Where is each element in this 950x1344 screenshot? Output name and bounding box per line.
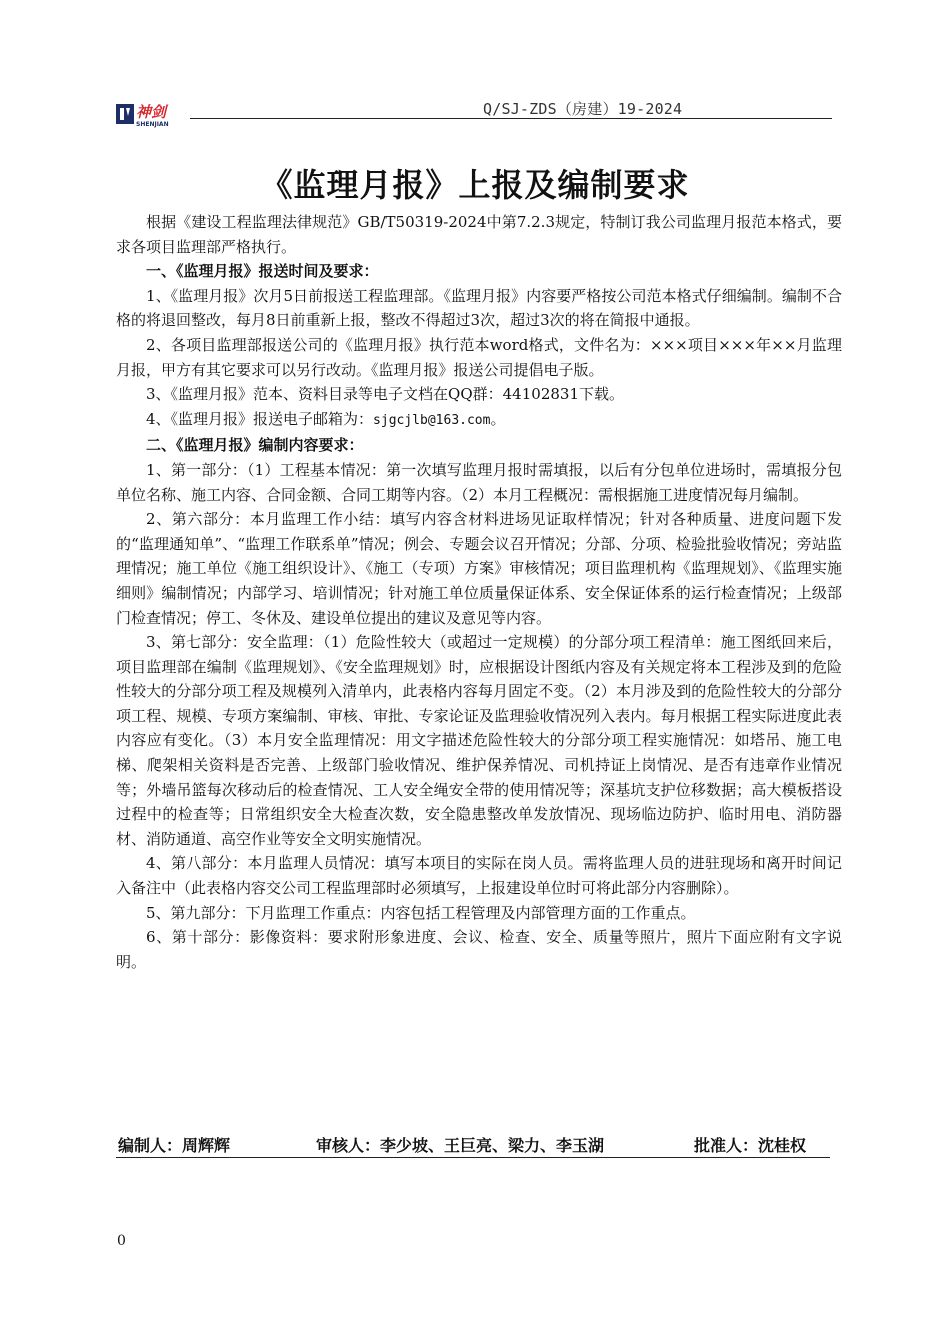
page-number: 0 [117,1233,126,1249]
page-title: 《监理月报》上报及编制要求 [260,166,690,204]
intro-paragraph: 根据《建设工程监理法律规范》GB/T50319-2024中第7.2.3规定，特制订我公司监理月报范本格式，要求各项目监理部严格执行。 [116,213,842,256]
section-2-item: 6、第十部分：影像资料：要求附形象进度、会议、检查、安全、质量等照片，照片下面应附有文字说明。 [116,928,842,971]
section-2-item: 2、第六部分：本月监理工作小结：填写内容含材料进场见证取样情况；针对各种质量、进度问题下发的“监理通知单”、“监理工作联系单”情况；例会、专题会议召开情况；分部、分项、检验批验收情况；旁站监理情况；施工单位《施工组织设计》、《施工（专项）方案》审核情况；项目监理机构《监理规划》、《监理实施细则》编制情况；内部学习、培训情况；针对施工单位质量保证体系、安全保证体系的运行检查情况；上级部门检查情况；停工、冬休及、建设单位提出的建议及意见等内容。 [116,510,842,627]
email-label: 4、《监理月报》报送电子邮箱为： [146,409,374,428]
section-1-item: 2、各项目监理部报送公司的《监理月报》执行范本word格式，文件名为：×××项目×××年××月监理月报，甲方有其它要求可以另行改动。《监理月报》报送公司提倡电子版。 [116,335,842,379]
section-1-heading: 一、《监理月报》报送时间及要求： [146,262,379,281]
section-1-item: 1、《监理月报》次月5日前报送工程监理部。《监理月报》内容要严格按公司范本格式仔细编制。编制不合格的将退回整改，每月8日前重新上报，整改不得超过3次，超过3次的将在简报中通报。 [116,286,842,330]
email-link[interactable]: sjgcjlb@163.com [373,412,491,428]
editor-signature: 编制人：周辉辉 [118,1136,231,1155]
section-2-item: 5、第九部分：下月监理工作重点：内容包括工程管理及内部管理方面的工作重点。 [146,903,696,922]
reviewers-signature: 审核人：李少坡、王巨亮、梁力、李玉湖 [316,1136,605,1155]
approver-signature: 批准人：沈桂权 [694,1136,807,1155]
email-suffix: 。 [490,409,506,428]
document-body [116,210,842,974]
section-2-heading: 二、《监理月报》编制内容要求： [146,436,364,455]
section-1-item-email [116,407,842,434]
logo-text: 神剑 [136,103,167,121]
section-2-item: 4、第八部分：本月监理人员情况：填写本项目的实际在岗人员。需将监理人员的进驻现场和离开时间记入备注中（此表格内容交公司工程监理部时必须填写，上报建设单位时可将此部分内容删除）。 [116,854,842,898]
logo-subtext: SHENJIAN [136,121,169,128]
document-code: Q/SJ-ZDS（房建）19-2024 [483,100,683,118]
section-2-item: 1、第一部分：（1）工程基本情况：第一次填写监理月报时需填报，以后有分包单位进场时，需填报分包单位名称、施工内容、合同金额、合同工期等内容。（2）本月工程概况：需根据施工进度情况每月编制。 [116,460,842,504]
company-logo [116,102,202,128]
section-1-item: 3、《监理月报》范本、资料目录等电子文档在QQ群：44102831下载。 [146,385,624,404]
page-header [116,96,832,126]
logo-emblem [116,104,134,124]
header-rule [190,118,832,119]
section-2-item: 3、第七部分：安全监理：（1）危险性较大（或超过一定规模）的分部分项工程清单：施工图纸回来后，项目监理部在编制《监理规划》、《安全监理规划》时，应根据设计图纸内容及有关规定将本工程涉及到的危险性较大的分部分项工程及规模列入清单内，此表格内容每月固定不变。（2）本月涉及到的危险性较大的分部分项工程、规模、专项方案编制、审核、审批、专家论证及监理验收情况列入表内。每月根据工程实际进度此表内容应有变化。（3）本月安全监理情况：用文字描述危险性较大的分部分项工程实施情况：如塔吊、施工电梯、爬架相关资料是否完善、上级部门验收情况、维护保养情况、司机持证上岗情况、是否有违章作业情况等；外墙吊篮每次移动后的检查情况、工人安全绳安全带的使用情况等；深基坑支护位移数据；高大模板搭设过程中的检查等；日常组织安全大检查次数，安全隐患整改单发放情况、现场临边防护、临时用电、消防器材、消防通道、高空作业等安全文明实施情况。 [116,633,842,848]
signature-line [116,1133,830,1158]
